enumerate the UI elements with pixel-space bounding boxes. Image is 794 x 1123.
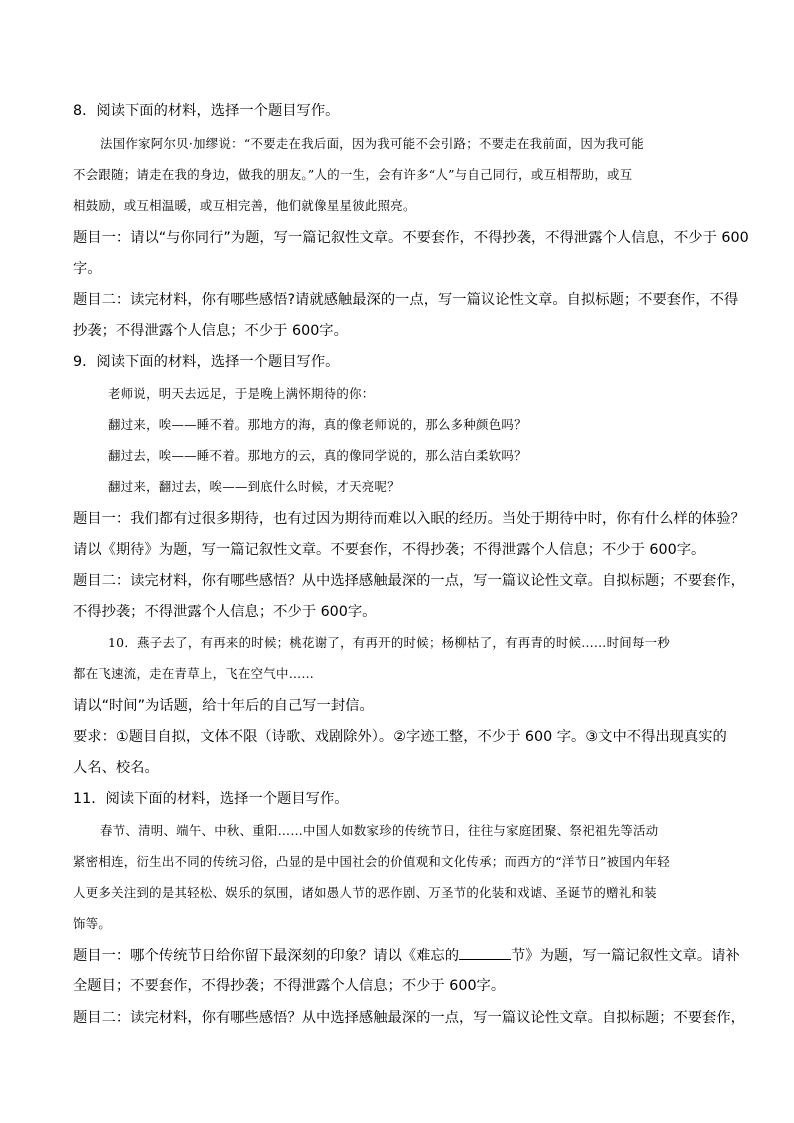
q8-topic2: 题目二：读完材料，你有哪些感悟?请就感触最深的一点，写一篇议论性文章。自拟标题；不要套作，不得 [73,292,739,308]
q8-material-line: 不会跟随；请走在我的身边，做我的朋友。”人的一生，会有许多“人”与自己同行，或互相帮助，或互 [73,167,633,182]
q11-topic1-cont: 全题目；不要套作，不得抄袭；不得泄露个人信息；不少于 600字。 [73,978,506,994]
q8-topic2-cont: 抄袭；不得泄露个人信息；不少于 600字。 [73,323,348,339]
q10-prompt: 请以“时间”为话题，给十年后的自己写一封信。 [73,698,374,714]
q11-topic2: 题目二：读完材料，你有哪些感悟？从中选择感触最深的一点，写一篇议论性文章。自拟标题；不要套作， [73,1010,745,1026]
q11-material-line: 春节、清明、端午、中秋、重阳……中国人如数家珍的传统节日，往往与家庭团聚、祭祀祖先等活动 [100,823,659,838]
q10-requirements-cont: 人名、校名。 [73,760,159,776]
q11-heading: 11．阅读下面的材料，选择一个题目写作。 [73,791,349,807]
q9-topic1: 题目一：我们都有过很多期待，也有过因为期待而难以入眠的经历。当处于期待中时，你有什么样的体验？ [73,511,745,527]
q10-material-line: 都在飞速流，走在青草上，飞在空气中…… [73,666,315,681]
fill-in-blank [459,946,511,960]
q11-topic1 [73,946,740,965]
q10-requirements: 要求：①题目自拟，文体不限（诗歌、戏剧除外）。②字迹工整，不少于 600 字。③文中不得出现真实的 [73,729,727,745]
q9-topic1-cont: 请以《期待》为题，写一篇记叙性文章。不要套作，不得抄袭；不得泄露个人信息；不少于 600字。 [73,542,706,558]
q9-material-line: 翻过来，翻过去，唉——到底什么时候，才天亮呢？ [108,479,400,494]
q9-topic2: 题目二：读完材料，你有哪些感悟？从中选择感触最深的一点，写一篇议论性文章。自拟标题；不要套作， [73,573,745,589]
q11-topic1-post: 节》为题，写一篇记叙性文章。请补 [511,948,740,964]
q11-material-line: 饰等。 [73,916,112,931]
q11-topic1-pre: 题目一：哪个传统节日给你留下最深刻的印象？请以《难忘的 [73,948,460,964]
q8-heading: 8．阅读下面的材料，选择一个题目写作。 [73,103,340,119]
q8-material-line: 法国作家阿尔贝·加缪说：“不要走在我后面，因为我可能不会引路；不要走在我前面，因为我可能 [100,136,644,151]
q9-material-line: 翻过去，唉——睡不着。那地方的云，真的像同学说的，那么洁白柔软吗？ [108,448,527,463]
q11-material-line: 人更多关注到的是其轻松、娱乐的氛围，诸如愚人节的恶作剧、万圣节的化装和戏谑、圣诞节的赠礼和装 [73,885,657,900]
q8-topic1-cont: 字。 [73,261,102,277]
q11-material-line: 紧密相连，衍生出不同的传统习俗，凸显的是中国社会的价值观和文化传承；而西方的“洋节日”被国内年轻 [73,854,671,869]
q8-material-line: 相鼓励，或互相温暖，或互相完善，他们就像星星彼此照亮。 [73,198,416,213]
q9-material-line: 翻过来，唉——睡不着。那地方的海，真的像老师说的，那么多种颜色吗？ [108,417,527,432]
q9-topic2-cont: 不得抄袭；不得泄露个人信息；不少于 600字。 [73,604,377,620]
q9-heading: 9．阅读下面的材料，选择一个题目写作。 [73,354,340,370]
q8-topic1: 题目一：请以“与你同行”为题，写一篇记叙性文章。不要套作，不得抄袭，不得泄露个人信息，不少于 600 [73,230,749,246]
q10-material-line: 10．燕子去了，有再来的时候；桃花谢了，有再开的时候；杨柳枯了，有再青的时候……时间每一秒 [108,635,671,650]
q9-material-line: 老师说，明天去远足，于是晚上满怀期待的你： [108,386,375,401]
